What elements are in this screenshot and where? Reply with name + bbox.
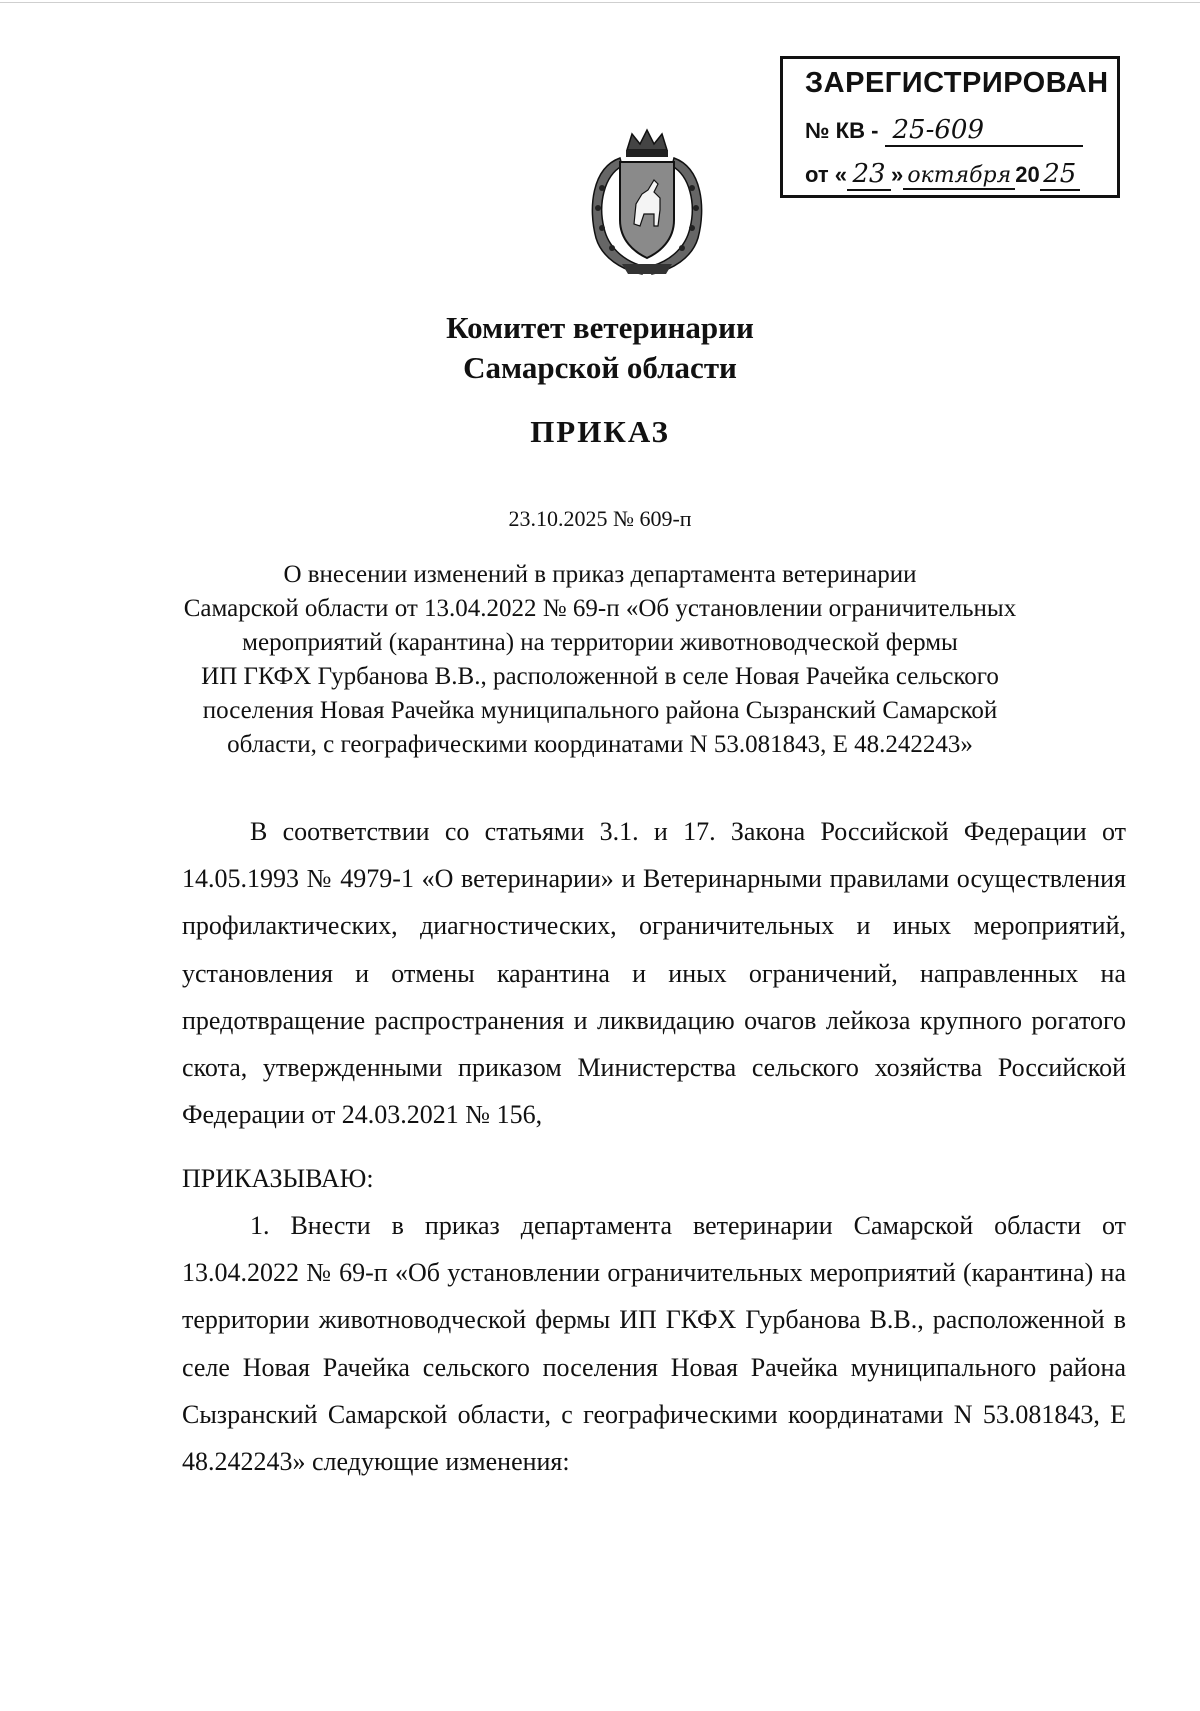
stamp-date-day: 23 — [847, 159, 891, 191]
stamp-date-prefix: от « — [805, 162, 848, 187]
organization-name — [0, 308, 1200, 388]
document-preamble — [182, 808, 1126, 1138]
stamp-date-year-prefix: 20 — [1015, 162, 1040, 187]
scan-edge-line — [0, 2, 1200, 3]
preamble-paragraph: В соответствии со статьями 3.1. и 17. Закона Российской Федерации от 14.05.1993 № 4979-1 «О ветеринарии» и Ветеринарными правилами осуществления профилактических, диагностических, ограничительных и иных мероприятий, установления и отмены карантина и иных ограничений, направленных на предотвращение распространения и ликвидацию очагов лейкоза крупного рогатого скота, утвержденными приказом Министерства сельского хозяйства Российской Федерации от 24.03.2021 № 156, — [182, 817, 1126, 1130]
item-1-paragraph: 1. Внести в приказ департамента ветеринарии Самарской области от 13.04.2022 № 69-п «Об установлении ограничительных мероприятий (карантина) на территории животноводческой фермы ИП ГКФХ Гурбанова В.В., расположенной в селе Новая Рачейка сельского поселения Новая Рачейка муниципального района Сызранский Самарской области, с географическими координатами N 53.081843, E 48.242243» следующие изменения: — [182, 1211, 1126, 1477]
registration-stamp — [780, 56, 1120, 198]
organization-name-line2: Самарской области — [463, 350, 737, 385]
stamp-date-year: 25 — [1040, 159, 1080, 191]
stamp-number-label: № КВ - — [805, 118, 879, 143]
stamp-date-month: октября — [903, 163, 1015, 190]
subject-line-6: области, с географическими координатами N 53.081843, E 48.242243» — [227, 731, 973, 758]
document-item-1 — [182, 1202, 1126, 1485]
stamp-date-row — [805, 159, 1080, 191]
subject-line-4: ИП ГКФХ Гурбанова В.В., расположенной в селе Новая Рачейка сельского — [201, 663, 999, 690]
order-word: ПРИКАЗЫВАЮ: — [182, 1164, 374, 1193]
document-type-title: ПРИКАЗ — [530, 414, 670, 449]
subject-line-2: Самарской области от 13.04.2022 № 69-п «Об установлении ограничительных — [183, 595, 1017, 622]
subject-line-3: мероприятий (карантина) на территории животноводческой фермы — [242, 629, 958, 656]
document-subject — [0, 558, 1200, 762]
organization-name-line1: Комитет ветеринарии — [446, 310, 754, 345]
stamp-date-sep: » — [891, 162, 904, 187]
samara-coat-of-arms-icon — [582, 128, 712, 280]
stamp-number-value: 25-609 — [885, 115, 1083, 147]
stamp-number-row — [805, 115, 1083, 147]
subject-line-1: О внесении изменений в приказ департамента ветеринарии — [283, 561, 917, 588]
document-date-number: 23.10.2025 № 609-п — [508, 506, 692, 531]
stamp-title: ЗАРЕГИСТРИРОВАН — [805, 67, 1109, 99]
subject-line-5: поселения Новая Рачейка муниципального района Сызранский Самарской — [202, 697, 998, 724]
